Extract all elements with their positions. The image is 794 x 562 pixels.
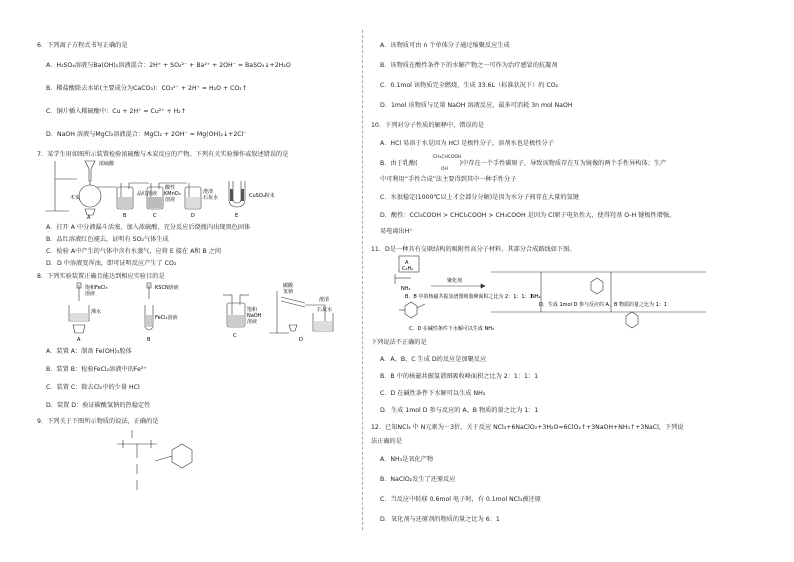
q11-tag-c: C．D 在碱性条件下水解可以生成 NH₃: [409, 326, 495, 332]
q10-lactic-oh: OH: [441, 167, 448, 172]
q6-option-b: B．稀盐酸除去水垢(主要成分为CaCO₃)：CO₃²⁻ + 2H⁺ = H₂O + CO₂↑: [46, 85, 247, 92]
q10-stem: 10．下列对分子性质的解释中，错误的是: [371, 122, 485, 129]
q8-c-label2: NaOH: [247, 313, 262, 319]
q8-tag-c: C: [233, 333, 237, 339]
q8-tag-a: A: [77, 337, 81, 343]
q9-option-d: D．1mol 该物质与足量 NaOH 溶液反应，最多可消耗 3n mol NaOH: [380, 102, 573, 109]
q7-tag-a: A: [87, 215, 91, 219]
q7-apparatus-figure: [37, 159, 297, 219]
q12-option-d: D．氧化剂与还原剂的物质的量之比为 6：1: [380, 516, 500, 523]
q8-b-label1: KSCN溶液: [155, 285, 179, 291]
q12-option-c: C．当反应中转移 0.6mol 电子时，有 0.1mol NCl₃被还原: [380, 496, 541, 503]
q10-option-b: [371, 160, 666, 168]
q7-label-acid: 浓硫酸: [99, 161, 115, 167]
q10-lactic-formula: CH₃CHCOOH: [433, 155, 462, 160]
q8-option-d: D．装置 D：验证碳酸氢钠的热稳定性: [46, 402, 151, 409]
q7-option-d: D．D 中溶液变浑浊，即可证明反应产生了 CO₂: [46, 260, 177, 267]
q6-option-d: D．NaOH 溶液与MgCl₂溶液混合：MgCl₂ + 2OH⁻ = Mg(OH)₂↓+2Cl⁻: [46, 131, 247, 138]
q7-stem: 7．某学生用如图所示装置检验浓硫酸与木炭反应的产物。下列有关实验操作或叙述错误的是: [37, 151, 289, 158]
right-column: [371, 30, 716, 524]
q7-option-a: A．打开 A 中分液漏斗活塞，加入浓硫酸，充分反应后烧瓶内出现黑色固体: [46, 224, 251, 231]
q7-tag-d: D: [191, 213, 195, 219]
q6-option-c: C．铜片插入稀硫酸中：Cu + 2H⁺ = Cu²⁺ + H₂↑: [46, 108, 186, 115]
q7-option-c: C．检验 A中产生的气体中含有水蒸气，应将 E 接在 A和 B 之间: [46, 248, 222, 255]
q11-subprompt: 下列说法不正确的是: [371, 339, 427, 346]
q7-tag-b: B: [123, 213, 127, 219]
q9-structure-figure: [37, 426, 237, 496]
q7-label-d1: 澄清: [203, 189, 214, 195]
q8-option-c: C．装置 C：除去Cl₂中的少量 HCl: [46, 384, 140, 391]
q10-option-d-cont: 易电离出H⁺: [380, 228, 413, 235]
q7-tag-e: E: [235, 213, 239, 219]
q6-option-a: A．H₂SO₄溶液与Ba(OH)₂溶液混合：2H⁺ + SO₄²⁻ + Ba²⁺ + 2OH⁻ = BaSO₄↓+2H₂O: [46, 62, 291, 69]
q8-c-label3: 溶液: [247, 319, 258, 325]
q12-option-a: A．NH₃是氧化产物: [380, 456, 434, 463]
q11-box-a: A: [405, 260, 409, 266]
q9-option-a: A．该物质可由 n 个单体分子通过缩聚反应生成: [380, 42, 510, 49]
q8-a-label1: 饱和FeCl₃: [85, 285, 108, 291]
q7-label-c3: 溶液: [165, 197, 176, 203]
q9-stem: 9．下列关于下图所示物质的说法，正确的是: [37, 418, 159, 425]
q9-option-c: C．0.1mol 该物质完全燃烧，生成 33.6L（标准状况下）的 CO₂: [380, 82, 559, 89]
q8-apparatus-figure: [37, 281, 337, 343]
q8-a-label3: 沸水: [91, 309, 102, 315]
q11-option-d: D．生成 1mol D 参与反应的 A、B 物质的量之比为 1：1: [380, 407, 539, 414]
q11-tag-d: D．生成 1mol D 参与反应的 A、B 物质的量之比为 1：1: [539, 302, 667, 308]
q12-stem: 12．已知NCl₃ 中 N元素为－3价，关于反应 NCl₃+6NaClO₂+3H₂O=6ClO₂↑+3NaOH+NH₃↑+3NaCl，下列说: [371, 424, 684, 431]
q7-label-charcoal: 木炭: [70, 195, 81, 201]
q8-d-label1: 碳酸: [283, 283, 294, 289]
q6-stem: 6．下列离子方程式书写正确的是: [37, 42, 128, 49]
q10-option-d: D．酸性：CCl₃COOH > CHCl₂COOH > CH₃COOH 是因为 Cl原子电负性大，使得羟基 O-H 键极性增强，: [380, 212, 676, 219]
q8-option-a: A．装置 A：制备 Fe(OH)₃胶体: [46, 348, 132, 355]
q10-b-part1: B．由于乳酸(: [380, 160, 418, 167]
q8-b-label2: FeCl₂溶液: [155, 315, 178, 321]
q11-tag-b: B．B 中的核磁共振氢谱图吸收峰面积之比为 2：1：1：1: [405, 294, 533, 300]
q10-option-b-cont: 中可利用“手性合成”法主要得到其中一种手性分子: [380, 176, 517, 183]
q7-label-e: CuSO₄粉末: [249, 193, 275, 199]
left-column: [37, 30, 382, 499]
q11-d-nh2: NH₂: [531, 294, 541, 300]
q8-c-label1: 饱和: [247, 307, 258, 313]
q8-d-label2: 氢钠: [283, 289, 294, 295]
q8-tag-b: B: [147, 337, 151, 343]
q9-option-b: B．该物质在酸性条件下的水解产物之一可作为治疗感冒的抗凝剂: [380, 62, 558, 69]
q10-b-part2: )中存在一个手性碳原子，导致该物质存在互为镜像的两个手性异构体；生产: [459, 160, 667, 167]
q11-option-b: B．B 中的核磁共振氢谱图吸收峰面积之比为 2：1：1：1: [380, 373, 539, 380]
q8-d-label3: 澄清: [319, 297, 330, 303]
q11-stem: 11．D是一种具有交联结构的吸附性高分子材料，其部分合成路线如下图。: [371, 246, 576, 253]
q8-a-label2: 溶液: [85, 291, 96, 297]
q8-tag-d: D: [299, 337, 303, 343]
q11-option-c: C．D 在碱性条件下水解可以生成 NH₃: [380, 390, 486, 397]
q12-option-b: B．NaClO₂发生了还原反应: [380, 476, 456, 483]
q7-label-b: 品红溶液: [137, 191, 158, 197]
q7-label-c1: 酸性: [165, 185, 176, 191]
q10-option-b-block: [371, 154, 716, 172]
q8-option-b: B．装置 B：检验FeCl₂溶液中的Fe³⁺: [46, 366, 147, 373]
q11-option-a: A．A、B、C 生成 D的反应是加聚反应: [380, 356, 487, 363]
q7-label-d2: 石灰水: [203, 195, 219, 201]
q11-box-a-formula: C₂H₂: [402, 266, 414, 272]
q8-stem: 8．下列实验装置正确且能达到相应实验目的是: [37, 273, 165, 280]
q8-d-label4: 石灰水: [317, 307, 333, 313]
q11-b-nh2: NH₂: [401, 286, 411, 292]
q10-option-c: C．水很稳定(1000℃以上才会部分分解)是因为水分子间存在大量的氢键: [380, 194, 579, 201]
q12-stem-cont: 法正确的是: [371, 438, 402, 445]
q7-label-c2: KMnO₄: [164, 191, 181, 197]
q7-tag-c: C: [153, 213, 157, 219]
q11-condition: 聚化剂: [447, 278, 463, 284]
q10-option-a: A．HCl 易溶于水是因为 HCl 是极性分子，溶剂水也是极性分子: [380, 140, 554, 147]
q7-option-b: B．品红溶液红色褪去，证明有 SO₂气体生成: [46, 236, 169, 243]
q11-synthesis-figure: [371, 254, 716, 334]
